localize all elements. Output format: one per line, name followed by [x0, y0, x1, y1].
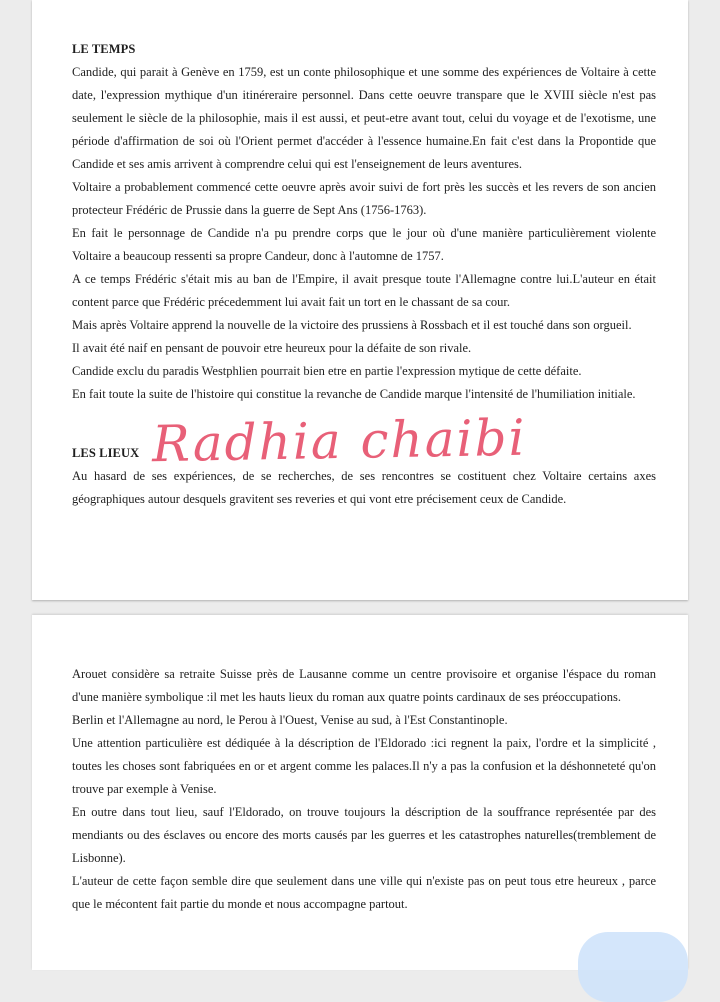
paragraph: En fait toute la suite de l'histoire qui constitue la revanche de Candide marque l'intensité de l'humiliation initiale. — [72, 387, 636, 401]
paragraph: Berlin et l'Allemagne au nord, le Perou à l'Ouest, Venise au sud, à l'Est Constantinople. — [72, 713, 508, 727]
signature-watermark: Radhia chaibi — [151, 408, 527, 474]
document-page-1 — [32, 0, 688, 600]
paragraph: En outre dans tout lieu, sauf l'Eldorado, on trouve toujours la déscription de la souffrance représentée par des mendiants ou des ésclaves ou encore des morts causés par les guerres et les catastrophes naturelles(tremblement de Lisbonne). — [72, 805, 656, 865]
floating-action-button[interactable] — [578, 932, 688, 1002]
paragraph: Voltaire a probablement commencé cette oeuvre après avoir suivi de fort près les succès et les revers de son ancien protecteur Frédéric de Prussie dans la guerre de Sept Ans (1756-1763). — [72, 180, 656, 217]
paragraph: Candide, qui parait à Genève en 1759, est un conte philosophique et une somme des expériences de Voltaire à cette date, l'expression mythique d'un itinéreraire personnel. Dans cette oeuvre transpare que le XVIII siècle n'est pas seulement le siècle de la philosophie, mais il est aussi, et peut-etre avant tout, celui du voyage et de l'exotisme, une période d'affirmation de soi où l'Orient permet d'accéder à l'essence humaine.En fait c'est dans la Propontide que Candide et ses amis arrivent à comprendre celui qui est l'enseignement de leurs aventures. — [72, 65, 656, 171]
section-heading-lieux: LES LIEUX — [72, 446, 140, 460]
paragraph: Il avait été naif en pensant de pouvoir etre heureux pour la défaite de son rivale. — [72, 341, 472, 355]
section-heading-temps: LE TEMPS — [72, 42, 136, 56]
paragraph: L'auteur de cette façon semble dire que seulement dans une ville qui n'existe pas on peut tous etre heureux , parce que le mécontent fait partie du monde et nous accompagne partout. — [72, 874, 656, 911]
document-page-2 — [32, 615, 688, 970]
paragraph: A ce temps Frédéric s'était mis au ban de l'Empire, il avait presque toute l'Allemagne contre lui.L'auteur en était content parce que Frédéric précedemment lui avait fait un tort en le chassant de sa cour. — [72, 272, 656, 309]
paragraph: Mais après Voltaire apprend la nouvelle de la victoire des prussiens à Rossbach et il est touché dans son orgueil. — [72, 318, 632, 332]
paragraph: Une attention particulière est dédiquée à la déscription de l'Eldorado :ici regnent la paix, l'ordre et la simplicité , toutes les choses sont fabriquées en or et argent comme les palaces.Il n'y a pas la confusion et la déshonneteté qu'on trouve par exemple à Venise. — [72, 736, 656, 796]
paragraph: Arouet considère sa retraite Suisse près de Lausanne comme un centre provisoire et organise l'éspace du roman d'une manière symbolique :il met les hauts lieux du roman aux quatre points cardinaux de ses préoccupations. — [72, 667, 656, 704]
paragraph: Au hasard de ses expériences, de se recherches, de ses rencontres se costituent chez Voltaire certains axes géographiques autour desquels gravitent ses reveries et qui vont etre précisement ceux de Candide. — [72, 469, 656, 506]
paragraph: Candide exclu du paradis Westphlien pourrait bien etre en partie l'expression mytique de cette défaite. — [72, 364, 582, 378]
paragraph: En fait le personnage de Candide n'a pu prendre corps que le jour où d'une manière particulièrement violente Voltaire a beaucoup ressenti sa propre Candeur, donc à l'automne de 1757. — [72, 226, 656, 263]
